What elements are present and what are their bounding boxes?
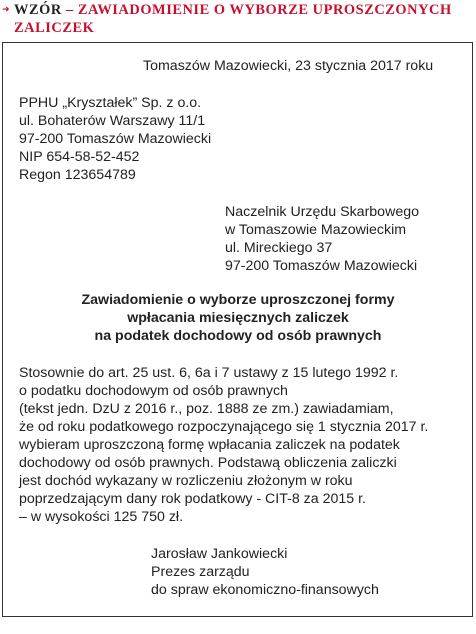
document-title-line: Zawiadomienie o wyborze uproszczonej formy [81, 292, 395, 308]
header-title-line-1 [14, 1, 474, 20]
body-line: poprzedzającym dany rok podatkowy - CIT-8 za 2015 r. [19, 491, 366, 507]
header-title-line-2 [14, 19, 474, 38]
body-line: – w wysokości 125 750 zł. [19, 509, 184, 525]
body-line: jest dochód wykazany w rozliczeniu złożonym w roku [19, 473, 353, 489]
sender-line: 97-200 Tomaszów Mazowiecki [19, 131, 212, 147]
sender-line: PPHU „Kryształek” Sp. z o.o. [19, 95, 202, 111]
sender-line: Regon 123654789 [19, 167, 136, 183]
body-line: dochodowy od osób prawnych. Podstawą obliczenia zaliczki [19, 455, 397, 471]
header-title-continued: ZALICZEK [14, 20, 95, 36]
body-line: o podatku dochodowym od osób prawnych [19, 383, 288, 399]
header-dash: – [65, 2, 74, 18]
recipient-line: ul. Mireckiego 37 [225, 240, 333, 256]
document-title-line: na podatek dochodowy od osób prawnych [94, 328, 382, 344]
body-line: że od roku podatkowego rozpoczynającego się 1 stycznia 2017 r. [19, 419, 429, 435]
body-line: wybieram uproszczoną formę wpłacania zaliczek na podatek [19, 437, 400, 453]
recipient-line: w Tomaszowie Mazowieckim [225, 222, 407, 238]
sender-line: ul. Bohaterów Warszawy 11/1 [19, 113, 206, 129]
body-line: Stosownie do art. 25 ust. 6, 6a i 7 ustawy z 15 lutego 1992 r. [19, 365, 399, 381]
signature-position: Prezes zarządu [151, 564, 250, 580]
body-line: (tekst jedn. DzU z 2016 r., poz. 1888 ze zm.) zawiadamiam, [19, 401, 394, 417]
place-date: Tomaszów Mazowiecki, 23 stycznia 2017 roku [143, 58, 434, 74]
article-header [0, 0, 476, 40]
document-title-line: wpłacania miesięcznych zaliczek [127, 310, 349, 326]
arrow-bullet-icon: ➜ [2, 5, 10, 15]
signature-name: Jarosław Jankowiecki [151, 546, 288, 562]
header-label: WZÓR [14, 2, 62, 18]
sender-line: NIP 654-58-52-452 [19, 149, 140, 165]
recipient-line: Naczelnik Urzędu Skarbowego [225, 204, 419, 220]
recipient-line: 97-200 Tomaszów Mazowiecki [225, 258, 418, 274]
signature-department: do spraw ekonomiczno-finansowych [151, 582, 379, 598]
header-title: ZAWIADOMIENIE O WYBORZE UPROSZCZONYCH [77, 2, 452, 18]
